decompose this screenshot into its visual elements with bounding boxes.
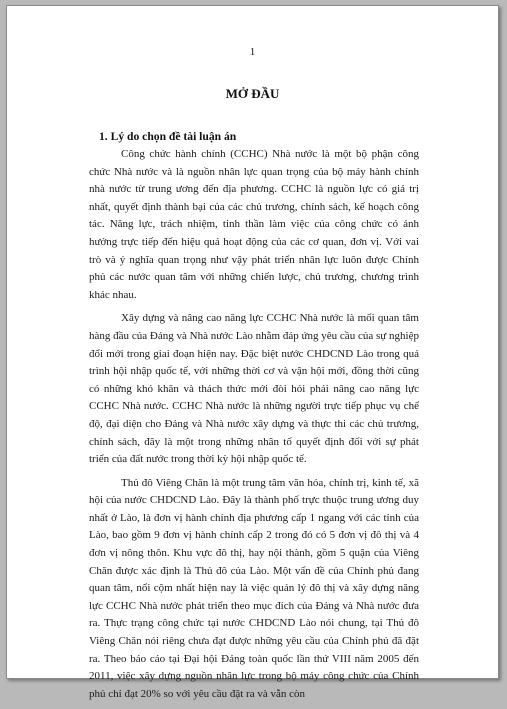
section-number: 1. bbox=[99, 130, 108, 143]
page-number: 1 bbox=[249, 46, 256, 58]
section-title: Lý do chọn đề tài luận án bbox=[110, 130, 237, 143]
paragraph-3: Thủ đô Viêng Chăn là một trung tâm văn hóa, chính trị, kinh tế, xã hội của nước CHDCND Lào. Đây là thành phố trực thuộc trung ương duy nhất ở Lào, là đơn vị hành chính địa phương cấp 1 ngang với các tỉnh của Lào, bao gồm 9 đơn vị hành chính cấp 2 trong đó có 5 đơn vị đô thị và 4 đơn vị nông thôn. Khu vực đô thị, hay nội thành, gồm 5 quận của Viêng Chăn được xác định là Thủ đô của Lào. Một vấn đề của Chính phủ đang quan tâm, nổi cộm nhất hiện nay là việc quản lý đô thị và xây dựng năng lực CCHC Nhà nước phát triển theo mục đích của Đảng và Nhà nước đưa ra. Thực trạng công chức tại nước CHDCND Lào nói chung, tại Thủ đô Viêng Chăn nói riêng chưa đạt được những yêu cầu của Chính phủ đã đặt ra. Theo báo cáo tại Đại hội Đảng toàn quốc lần thứ VIII năm 2005 đến 2011, việc xây dựng nguồn nhân lực trong bộ máy công chức của Chính phủ chỉ đạt 20% so với yêu cầu đặt ra và vẫn còn bbox=[89, 476, 419, 700]
document-page bbox=[6, 5, 499, 700]
paragraph-2: Xây dựng và nâng cao năng lực CCHC Nhà nước là mối quan tâm hàng đầu của Đảng và Nhà nước Lào nhằm đáp ứng yêu cầu của sự nghiệp đổi mới trong giai đoạn hiện nay. Đặc biệt nước CHDCND Lào trong quá trình hội nhập quốc tế, với những thời cơ và vận hội mới, đồng thời cũng có những khó khăn và thách thức mới đòi hỏi phải nâng cao năng lực CCHC Nhà nước. CCHC Nhà nước là những người trực tiếp phục vụ chế độ, đại diện cho Đảng và Nhà nước xây dựng và thực thi các chủ trương, chính sách, đây là một trong những nhân tố quyết định đối với sự phát triển của đất nước trong thời kỳ hội nhập quốc tế. bbox=[89, 312, 419, 466]
section-heading bbox=[99, 130, 236, 143]
document-title: MỞ ĐẦU bbox=[225, 86, 280, 101]
paragraph-1: Công chức hành chính (CCHC) Nhà nước là một bộ phận công chức Nhà nước và là nguồn nhân lực quan trọng của bộ máy hành chính nhà nước từ trung ương đến địa phương. CCHC là nguồn lực có giá trị nhất, quyết định thành bại của các chủ trương, chính sách, kế hoạch công tác. Năng lực, trách nhiệm, tinh thần làm việc của công chức có ảnh hưởng trực tiếp đến hiệu quả hoạt động của các cơ quan, đơn vị. Với vai trò và ý nghĩa quan trọng như vậy phát triển nhân lực luôn được Chính phủ các nước quan tâm với những chiến lược, chủ trương, chương trình khác nhau. bbox=[89, 148, 419, 301]
body-text bbox=[89, 146, 419, 709]
